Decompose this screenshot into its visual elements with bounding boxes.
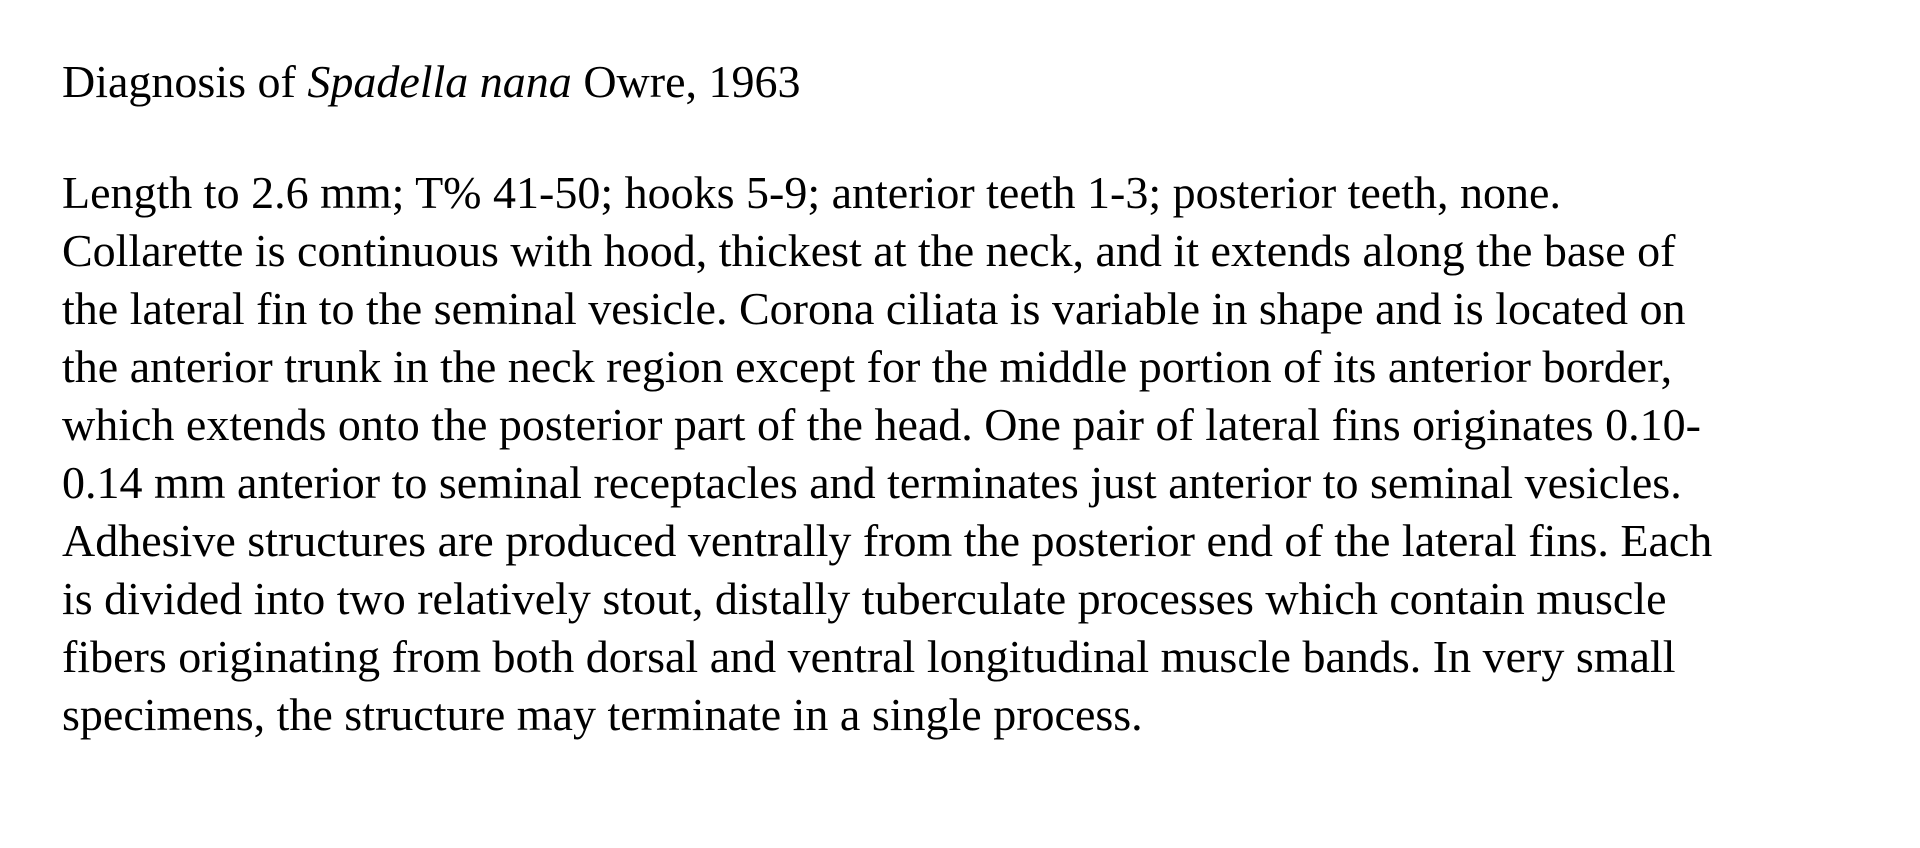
paragraph-line: Length to 2.6 mm; T% 41-50; hooks 5-9; anterior teeth 1-3; posterior teeth, none. xyxy=(62,167,1561,218)
paragraph-line: fibers originating from both dorsal and ventral longitudinal muscle bands. In very small xyxy=(62,631,1676,682)
paragraph-line: is divided into two relatively stout, distally tuberculate processes which contain muscle xyxy=(62,573,1667,624)
title-species-name: Spadella nana xyxy=(307,56,572,107)
diagnosis-paragraph xyxy=(62,164,1882,744)
paragraph-line: specimens, the structure may terminate in a single process. xyxy=(62,689,1143,740)
paragraph-line: Adhesive structures are produced ventrally from the posterior end of the lateral fins. Each xyxy=(62,515,1713,566)
title-prefix: Diagnosis of xyxy=(62,56,308,107)
title-suffix: Owre, 1963 xyxy=(571,56,801,107)
paragraph-line: which extends onto the posterior part of the head. One pair of lateral fins originates 0.10- xyxy=(62,399,1701,450)
document-page xyxy=(62,52,1882,744)
paragraph-line: 0.14 mm anterior to seminal receptacles and terminates just anterior to seminal vesicles. xyxy=(62,457,1682,508)
document-title xyxy=(62,52,1882,112)
paragraph-line: the anterior trunk in the neck region except for the middle portion of its anterior border, xyxy=(62,341,1673,392)
paragraph-line: the lateral fin to the seminal vesicle. Corona ciliata is variable in shape and is located on xyxy=(62,283,1686,334)
paragraph-line: Collarette is continuous with hood, thickest at the neck, and it extends along the base of xyxy=(62,225,1676,276)
